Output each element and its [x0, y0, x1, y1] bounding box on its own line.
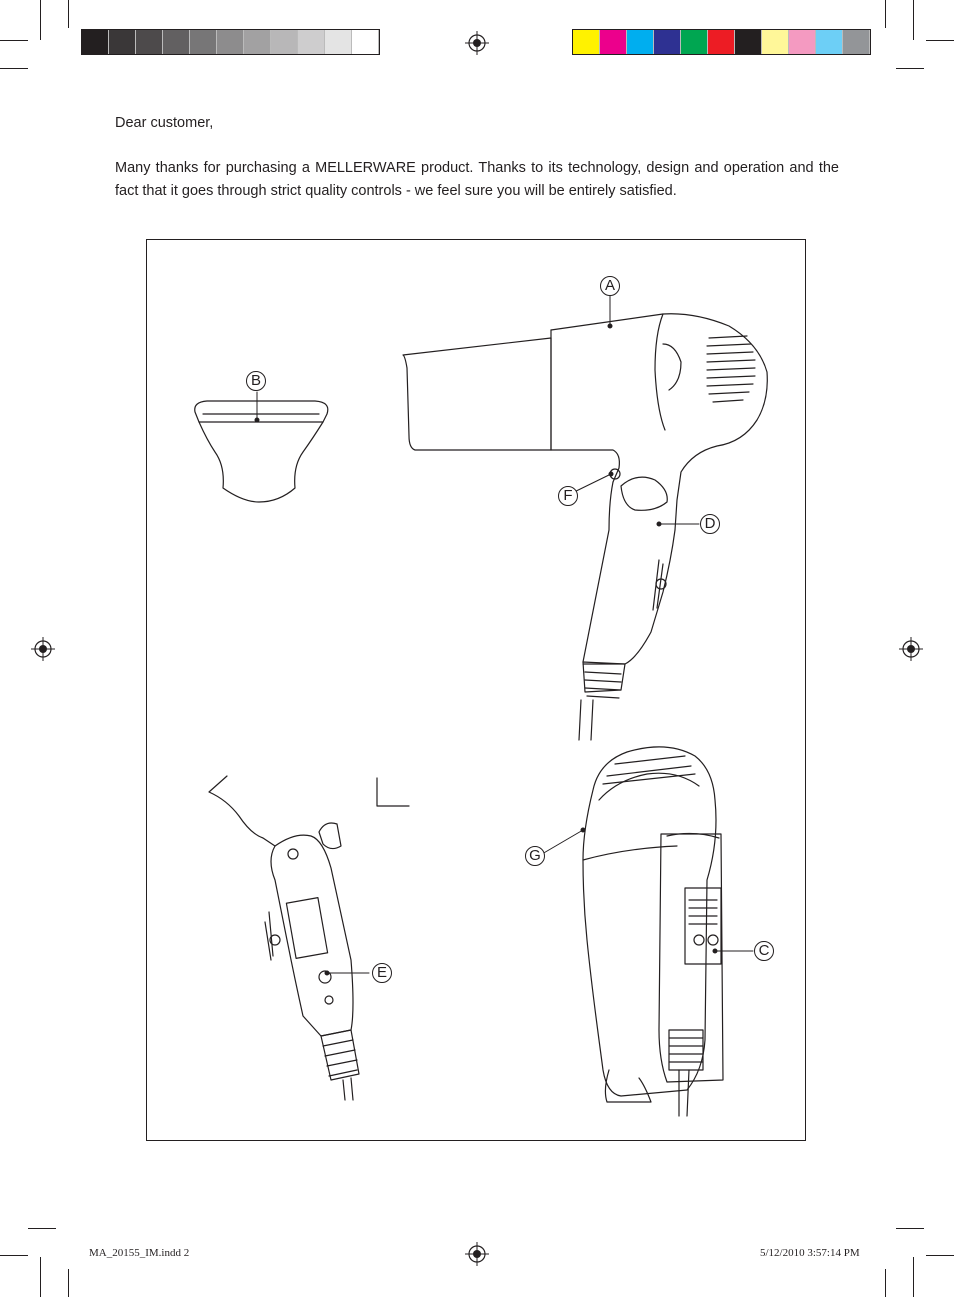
crop-mark — [926, 1255, 954, 1256]
callout-e: E — [372, 963, 392, 983]
crop-mark — [926, 40, 954, 41]
callout-g: G — [525, 846, 545, 866]
registration-target-icon — [465, 31, 489, 55]
product-diagram — [146, 239, 806, 1141]
intro-paragraph: Many thanks for purchasing a MELLERWARE product. Thanks to its technology, design and operation and the fact that it goes through strict quality controls - we feel sure you will be entirely satisfied. — [115, 160, 839, 199]
registration-target-icon — [465, 1242, 489, 1266]
file-slug: MA_20155_IM.indd 2 — [89, 1247, 190, 1259]
crop-mark — [896, 1228, 924, 1229]
callout-b: B — [246, 371, 266, 391]
callout-f: F — [558, 486, 578, 506]
registration-target-icon — [31, 637, 55, 661]
color-swatch — [82, 30, 109, 54]
color-swatch — [789, 30, 816, 54]
color-swatch — [843, 30, 870, 54]
color-swatch — [109, 30, 136, 54]
color-swatch — [136, 30, 163, 54]
color-swatch — [163, 30, 190, 54]
color-swatch — [627, 30, 654, 54]
hair-dryer-illustration — [147, 240, 805, 1140]
color-swatch — [573, 30, 600, 54]
color-swatch — [654, 30, 681, 54]
crop-mark — [0, 40, 28, 41]
color-swatch — [190, 30, 217, 54]
print-timestamp: 5/12/2010 3:57:14 PM — [760, 1247, 860, 1259]
color-swatch — [762, 30, 789, 54]
callout-leader-lines — [255, 296, 753, 975]
color-swatch — [708, 30, 735, 54]
color-swatch — [681, 30, 708, 54]
color-swatch — [271, 30, 298, 54]
color-swatch — [735, 30, 762, 54]
color-swatch — [244, 30, 271, 54]
callout-c: C — [754, 941, 774, 961]
greeting: Dear customer, — [115, 115, 214, 131]
crop-mark — [885, 0, 886, 28]
concentrator-nozzle-drawing — [195, 401, 328, 502]
crop-mark — [0, 1255, 28, 1256]
crop-mark — [913, 0, 914, 40]
crop-mark — [0, 68, 28, 69]
crop-mark — [40, 0, 41, 40]
crop-mark — [896, 68, 924, 69]
color-swatch — [217, 30, 244, 54]
crop-mark — [40, 1257, 41, 1297]
color-swatch — [325, 30, 352, 54]
color-swatch — [600, 30, 627, 54]
crop-mark — [913, 1257, 914, 1297]
dryer-folded-handle-drawing — [209, 776, 409, 1100]
crop-mark — [885, 1269, 886, 1297]
crop-mark — [68, 1269, 69, 1297]
dryer-rear-view-drawing — [583, 747, 723, 1116]
color-swatch — [816, 30, 843, 54]
grayscale-color-bar — [81, 29, 380, 55]
process-color-bar — [572, 29, 871, 55]
color-swatch — [298, 30, 325, 54]
crop-mark — [28, 1228, 56, 1229]
registration-target-icon — [899, 637, 923, 661]
callout-a: A — [600, 276, 620, 296]
callout-d: D — [700, 514, 720, 534]
crop-mark — [68, 0, 69, 28]
color-swatch — [352, 30, 379, 54]
